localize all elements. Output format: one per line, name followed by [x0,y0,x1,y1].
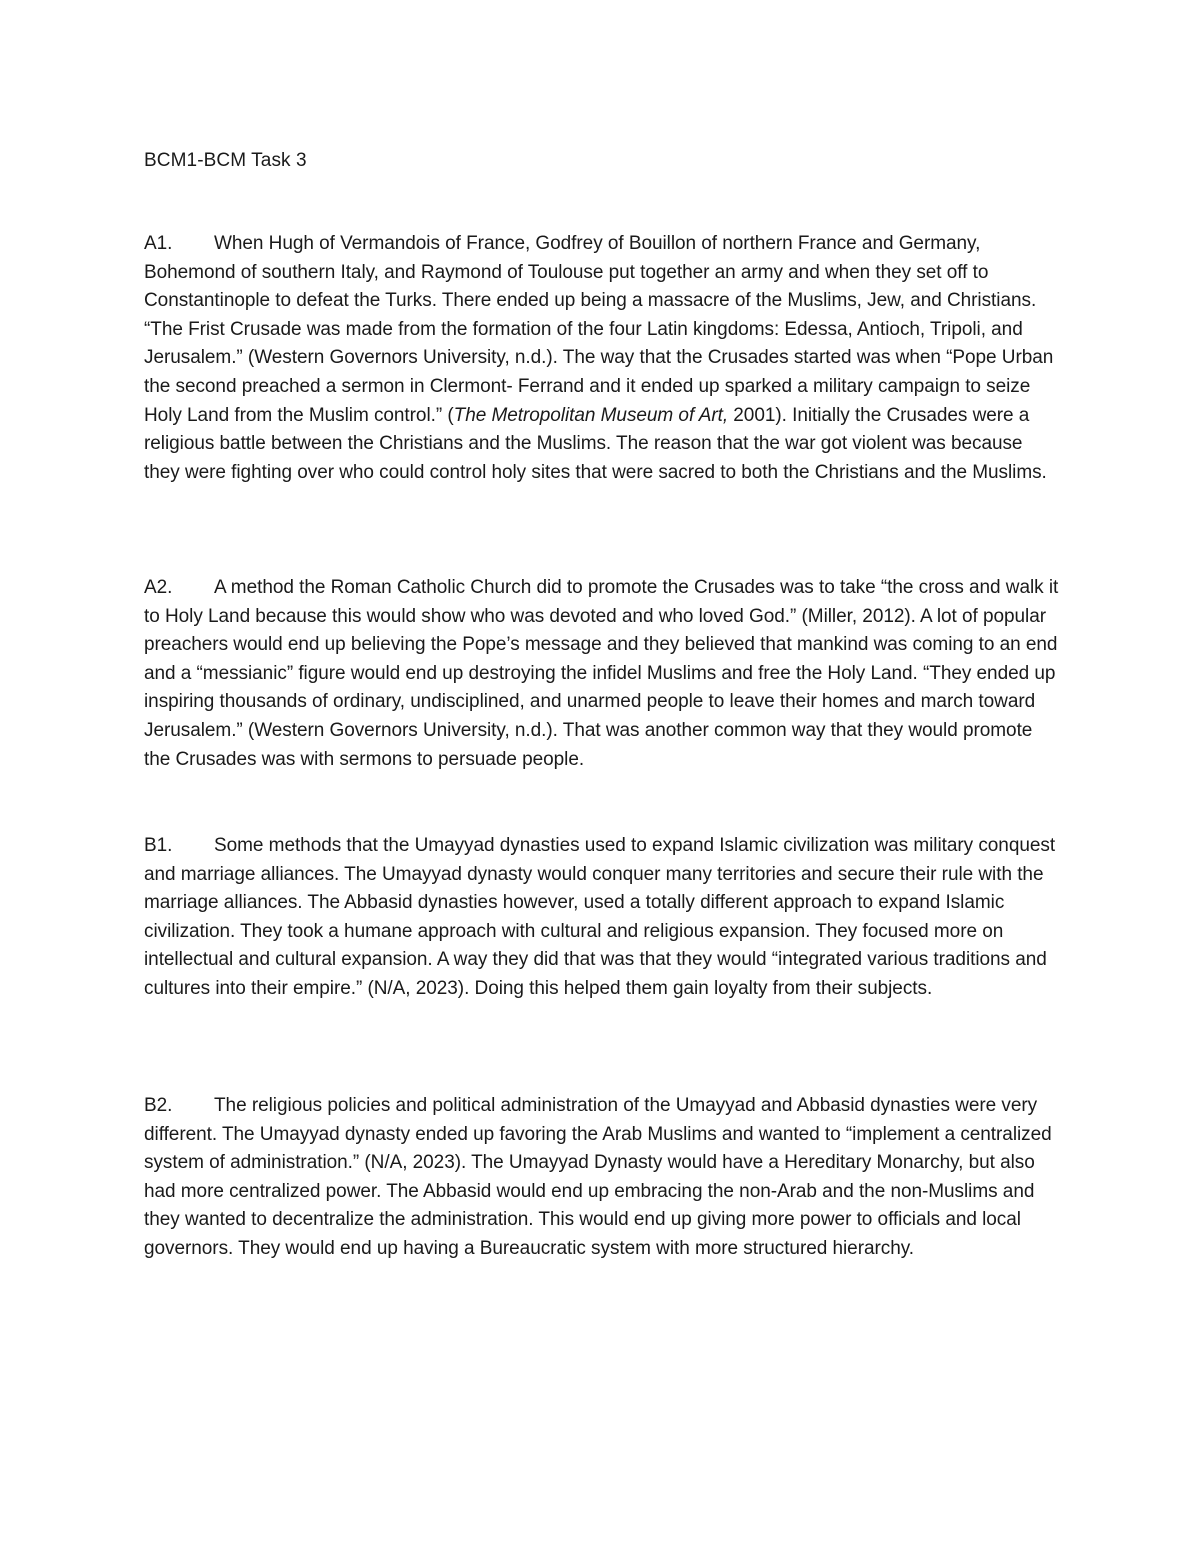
section-a1 [144,230,1062,487]
section-text: A method the Roman Catholic Church did to promote the Crusades was to take “the cross and walk it to Holy Land because this would show who was devoted and who loved God.” (Miller, 2012). A lot of popular preachers would end up believing the Pope’s message and they believed that mankind was coming to an end and a “messianic” figure would end up destroying the infidel Muslims and free the Holy Land. “They ended up inspiring thousands of ordinary, undisciplined, and unarmed people to leave their homes and march toward Jerusalem.” (Western Governors University, n.d.). That was another common way that they would promote the Crusades was with sermons to persuade people. [144,577,1059,770]
section-a2 [144,574,1062,774]
citation-italic: The Metropolitan Museum of Art, [453,404,729,426]
section-label: A1. [144,233,173,254]
section-label: A2. [144,577,173,598]
document-title: BCM1-BCM Task 3 [144,150,307,171]
section-text: When Hugh of Vermandois of France, Godfrey of Bouillon of northern France and Germany, Bohemond of southern Italy, and Raymond of Toulouse put together an army and when they set off to Constantinople to defeat the Turks. There ended up being a massacre of the Muslims, Jew, and Christians. “The Frist Crusade was made from the formation of the four Latin kingdoms: Edessa, Antioch, Tripoli, and Jerusalem.” (Western Governors University, n.d.). The way that the Crusades started was when “Pope Urban the second preached a sermon in Clermont- Ferrand and it ended up sparked a military campaign to seize Holy Land from the Muslim control.” ( [144,233,1054,426]
section-label: B2. [144,1095,173,1116]
section-b2 [144,1092,1062,1264]
section-b1 [144,832,1062,1004]
section-text: Some methods that the Umayyad dynasties used to expand Islamic civilization was military conquest and marriage alliances. The Umayyad dynasty would conquer many territories and secure their rule with the marriage alliances. The Abbasid dynasties however, used a totally different approach to expand Islamic civilization. They took a humane approach with cultural and religious expansion. They focused more on intellectual and cultural expansion. A way they did that was that they would “integrated various traditions and cultures into their empire.” (N/A, 2023). Doing this helped them gain loyalty from their subjects. [144,835,1056,999]
section-text: The religious policies and political administration of the Umayyad and Abbasid dynasties were very different. The Umayyad dynasty ended up favoring the Arab Muslims and wanted to “implement a centralized system of administration.” (N/A, 2023). The Umayyad Dynasty would have a Hereditary Monarchy, but also had more centralized power. The Abbasid would end up embracing the non-Arab and the non-Muslims and they wanted to decentralize the administration. This would end up giving more power to officials and local governors. They would end up having a Bureaucratic system with more structured hierarchy. [144,1095,1052,1259]
section-label: B1. [144,835,173,856]
section-text-continued: 2001). Initially the Crusades were a religious battle between the Christians and the Muslims. The reason that the war got violent was because they were fighting over who could control holy sites that were sacred to both the Christians and the Muslims. [144,404,1047,483]
